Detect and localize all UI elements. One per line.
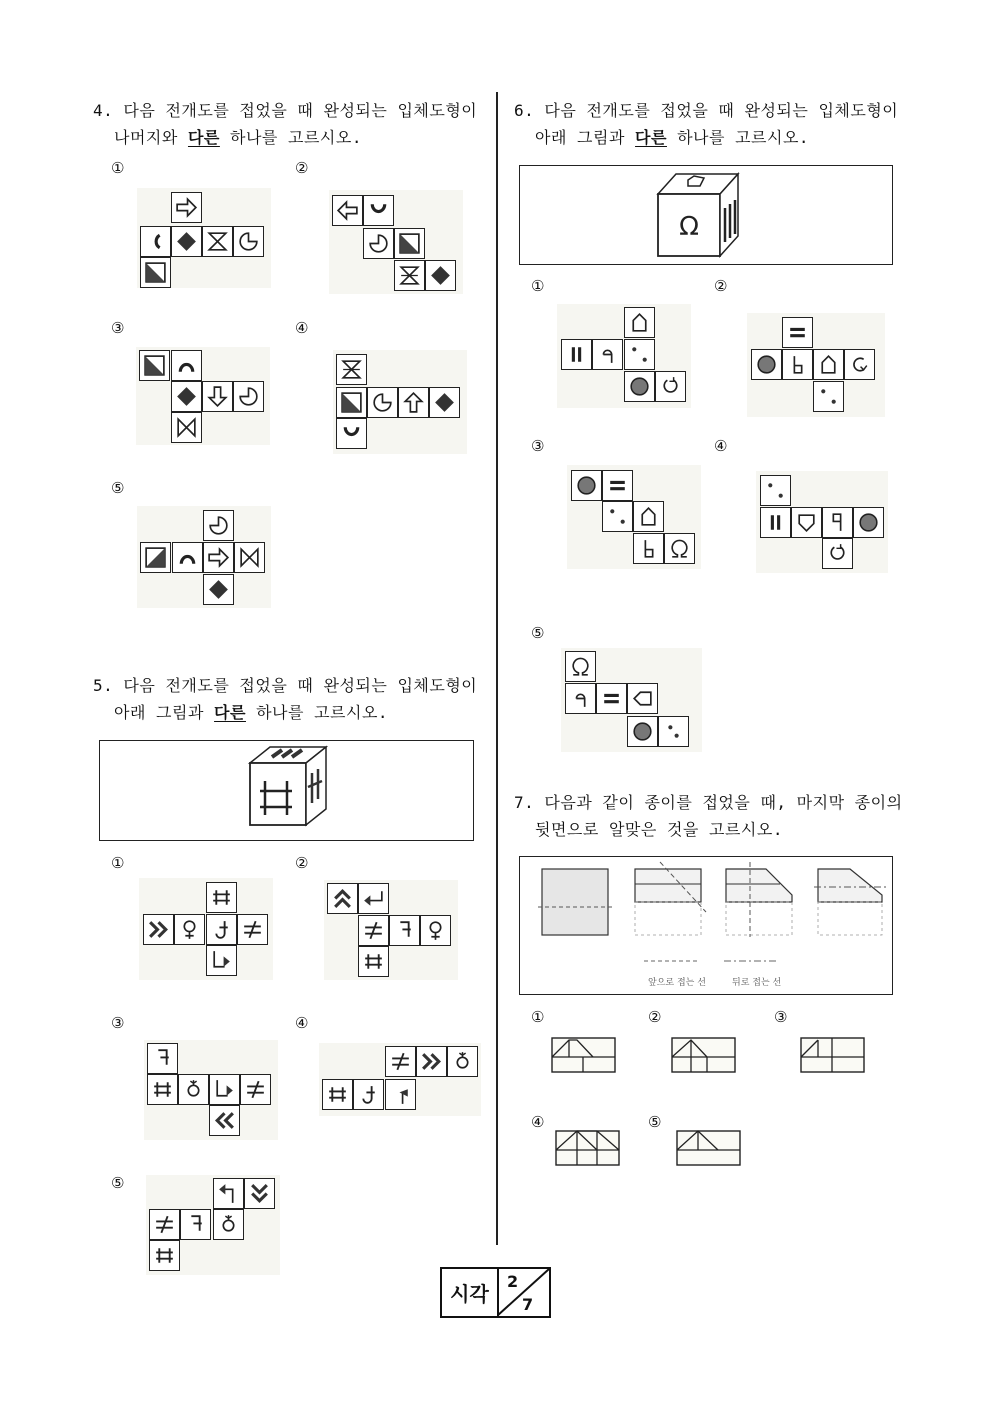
column-divider [496,92,498,1245]
q7-answer-5[interactable] [676,1128,742,1168]
option-5-label[interactable]: ⑤ [111,479,125,497]
legend-back-fold: 뒤로 접는 선 [732,978,782,988]
f-glyph-icon [206,914,237,945]
option-4-label[interactable]: ④ [531,1113,545,1131]
f-glyph-icon [389,915,420,946]
b-glyph-icon [592,339,623,370]
q5-net-1[interactable] [139,878,273,980]
omega-icon: Ω [679,212,699,242]
diamond-icon [171,381,202,412]
arrow-right-icon [203,542,234,573]
pie-icon [363,228,394,259]
q7-answer-4[interactable] [555,1128,621,1168]
q7-folding-steps-box [519,856,893,995]
pie-icon [233,381,264,412]
diamond-icon [171,226,202,257]
step-arrow-icon [206,945,237,976]
circle-icon [624,371,655,402]
q6-reference-cube-box [519,165,893,265]
ladder-icon [149,1240,180,1271]
q4-net-2[interactable] [329,190,463,294]
double-bar-icon [760,507,791,538]
circle-icon [853,507,884,538]
double-bar-icon [596,683,627,714]
double-bar-icon [561,339,592,370]
step-arrow-icon [385,1079,416,1110]
emphasis: 다른 [214,703,246,722]
question-4: 4. 다음 전개도를 접었을 때 완성되는 입체도형이 나머지와 다른 하나를 고르시오. [93,101,478,147]
hourglass-icon [394,260,425,291]
half-square-icon [140,542,171,573]
omega-icon [565,651,596,682]
b-glyph-icon [822,507,853,538]
double-chevron-icon [143,914,174,945]
q6-net-2[interactable] [747,313,885,417]
half-square-icon [139,350,170,381]
arrow-right-icon [171,192,202,223]
q6-net-5[interactable] [561,648,702,752]
question-6: 6. 다음 전개도를 접었을 때 완성되는 입체도형이 아래 그림과 다른 하나를 고르시오. [514,101,899,147]
house-icon [813,349,844,380]
q7-answer-3[interactable] [800,1035,866,1075]
emphasis: 다른 [187,128,220,147]
option-5-label[interactable]: ⑤ [111,1174,125,1192]
dots-icon [602,501,633,532]
house-icon [633,501,664,532]
question-number: 4. [93,101,114,120]
option-5-label[interactable]: ⑤ [531,624,545,642]
question-text-2: 뒷면으로 알맞은 것을 고르시오. [535,820,783,839]
shield-icon [791,507,822,538]
double-chevron-up-icon [327,883,358,914]
diamond-icon [203,574,234,605]
rotate-icon [844,349,875,380]
f-glyph-icon [353,1079,384,1110]
pie-icon [203,510,234,541]
q4-net-3[interactable] [136,347,270,445]
page-number-box [440,1267,551,1318]
option-3-label[interactable]: ③ [774,1008,788,1026]
rotate-icon [822,538,853,569]
q6-cube-illustration [520,166,892,264]
rotate-icon [655,371,686,402]
not-equal-icon [149,1209,180,1240]
legend-front-fold: 앞으로 접는 선 [648,978,706,988]
arc-icon [171,350,202,381]
arc-icon [140,226,171,257]
q6-net-1[interactable] [557,304,691,408]
option-2-label[interactable]: ② [295,159,309,177]
omega-icon [664,533,695,564]
half-square-icon [140,257,171,288]
f-glyph-icon [180,1209,211,1240]
not-equal-icon [240,1074,271,1105]
ladder-icon [147,1074,178,1105]
circle-icon [627,716,658,747]
q5-net-3[interactable] [144,1040,278,1140]
option-2-label[interactable]: ② [714,277,728,295]
circle-icon [571,470,602,501]
dots-icon [658,716,689,747]
house-icon [624,307,655,338]
question-text: 다음과 같이 종이를 접었을 때, 마지막 종이의 [544,793,903,812]
question-text: 다음 전개도를 접었을 때 완성되는 입체도형이 [123,676,478,695]
half-square-icon [336,387,367,418]
b-glyph-icon [782,349,813,380]
option-3-label[interactable]: ③ [531,437,545,455]
dots-icon [813,381,844,412]
emphasis: 다른 [635,128,667,147]
q4-net-4[interactable] [333,350,467,454]
not-equal-icon [237,914,268,945]
female-symbol-icon [420,915,451,946]
q6-net-3[interactable] [567,465,701,569]
question-5: 5. 다음 전개도를 접었을 때 완성되는 입체도형이 아래 그림과 다른 하나를 고르시오. [93,676,478,722]
total-pages: 7 [522,1295,534,1314]
question-number: 5. [93,676,114,695]
ladder-icon [358,946,389,977]
pie-icon [367,387,398,418]
q7-answer-1[interactable] [551,1035,617,1075]
house-icon [627,683,658,714]
q5-net-2[interactable] [324,880,458,980]
arc-icon [336,418,367,449]
bowtie-icon [234,542,265,573]
arrow-left-icon [332,195,363,226]
dots-icon [624,339,655,370]
q4-net-5[interactable] [137,506,271,608]
step-arrow-icon [213,1178,244,1209]
ladder-icon [322,1079,353,1110]
double-bar-icon [602,470,633,501]
q7-folding-illustration [520,857,892,994]
double-chevron-icon [209,1105,240,1136]
q4-net-1[interactable] [137,188,271,288]
female-symbol-icon [213,1209,244,1240]
arrow-up-icon [398,387,429,418]
question-number: 7. [514,793,535,812]
question-text: 다음 전개도를 접었을 때 완성되는 입체도형이 [123,101,478,120]
hourglass-icon [336,354,367,385]
arc-icon [172,542,203,573]
q6-net-4[interactable] [756,471,888,573]
female-symbol-icon [447,1046,478,1077]
question-text: 다음 전개도를 접었을 때 완성되는 입체도형이 [544,101,899,120]
option-5-label[interactable]: ⑤ [648,1113,662,1131]
half-square-icon [394,228,425,259]
question-number: 6. [514,101,535,120]
option-1-label[interactable]: ① [531,277,545,295]
option-2-label[interactable]: ② [648,1008,662,1026]
option-2-label[interactable]: ② [295,854,309,872]
q5-net-4[interactable] [319,1043,481,1116]
female-symbol-icon [178,1074,209,1105]
q7-answer-2[interactable] [671,1035,737,1075]
option-1-label[interactable]: ① [111,854,125,872]
q5-reference-cube-box [99,740,474,841]
female-symbol-icon [174,914,205,945]
bowtie-icon [171,412,202,443]
arrow-down-icon [202,381,233,412]
arc-icon [363,195,394,226]
subject-label: 시각 [442,1269,499,1316]
b-glyph-icon [565,683,596,714]
option-3-label[interactable]: ③ [111,1014,125,1032]
hourglass-icon [202,226,233,257]
step-arrow-icon [209,1074,240,1105]
not-equal-icon [358,915,389,946]
ladder-icon [206,882,237,913]
option-1-label[interactable]: ① [111,159,125,177]
diamond-icon [429,387,460,418]
question-7 [514,789,903,843]
option-4-label[interactable]: ④ [295,1014,309,1032]
option-4-label[interactable]: ④ [295,319,309,337]
dots-icon [760,475,791,506]
double-chevron-down-icon [244,1178,275,1209]
option-4-label[interactable]: ④ [714,437,728,455]
double-bar-icon [782,317,813,348]
pie-icon [233,226,264,257]
f-glyph-icon [147,1043,178,1074]
q5-net-5[interactable] [146,1175,280,1275]
step-arrow-icon [358,883,389,914]
b-glyph-icon [633,533,664,564]
diamond-icon [425,260,456,291]
option-3-label[interactable]: ③ [111,319,125,337]
double-chevron-icon [416,1046,447,1077]
option-1-label[interactable]: ① [531,1008,545,1026]
q5-cube-illustration [100,741,473,840]
current-page: 2 [507,1272,519,1291]
not-equal-icon [385,1046,416,1077]
circle-icon [751,349,782,380]
